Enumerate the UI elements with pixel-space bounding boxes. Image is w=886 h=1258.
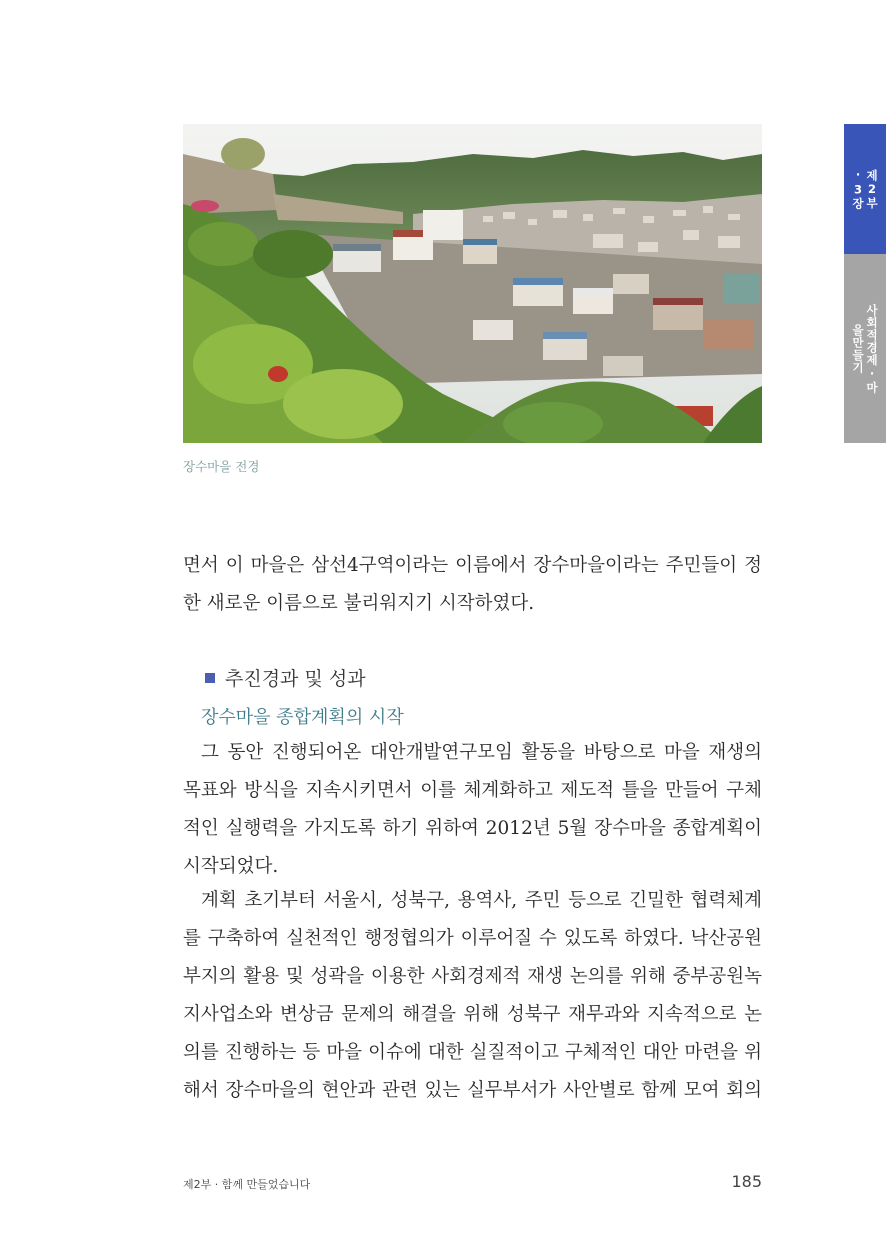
paragraph-2 bbox=[183, 882, 762, 1110]
side-tab-chapter-label: 사회적경제·마을만들기 bbox=[851, 303, 879, 394]
photo-caption: 장수마을 전경 bbox=[183, 459, 260, 474]
text-line: 그 동안 진행되어온 대안개발연구모임 활동을 바탕으로 마을 재생의 bbox=[201, 742, 762, 763]
text-line: 해서 장수마을의 현안과 관련 있는 실무부서가 사안별로 함께 모여 회의 bbox=[183, 1080, 762, 1101]
text-line: 시작되었다. bbox=[183, 856, 279, 877]
running-title: 제2부 · 함께 만들었습니다 bbox=[183, 1178, 311, 1191]
village-photo bbox=[183, 124, 762, 443]
section-subheading: 장수마을 종합계획의 시작 bbox=[201, 707, 404, 728]
village-photo-image bbox=[183, 124, 762, 443]
text-line: 를 구축하여 실천적인 행정협의가 이루어질 수 있도록 하였다. 낙산공원 bbox=[183, 928, 762, 949]
side-tab-part-label: 제2부·3장 bbox=[851, 167, 879, 211]
section-heading-label: 추진경과 및 성과 bbox=[225, 668, 366, 690]
section-heading bbox=[205, 664, 366, 691]
text-line: 한 새로운 이름으로 불리워지기 시작하였다. bbox=[183, 593, 535, 614]
text-line: 부지의 활용 및 성곽을 이용한 사회경제적 재생 논의를 위해 중부공원녹 bbox=[183, 966, 762, 987]
side-tab-chapter bbox=[844, 254, 886, 443]
text-line: 적인 실행력을 가지도록 하기 위하여 2012년 5월 장수마을 종합계획이 bbox=[183, 818, 762, 839]
side-tab-part bbox=[844, 124, 886, 254]
paragraph-1 bbox=[183, 734, 762, 886]
text-line: 지사업소와 변상금 문제의 해결을 위해 성북구 재무과와 지속적으로 논 bbox=[183, 1004, 762, 1025]
square-bullet-icon bbox=[205, 673, 215, 683]
text-line: 의를 진행하는 등 마을 이슈에 대한 실질적이고 구체적인 대안 마련을 위 bbox=[183, 1042, 762, 1063]
text-line: 계획 초기부터 서울시, 성북구, 용역사, 주민 등으로 긴밀한 협력체계 bbox=[201, 890, 762, 911]
text-line: 목표와 방식을 지속시키면서 이를 체계화하고 제도적 틀을 만들어 구체 bbox=[183, 780, 762, 801]
paragraph-intro bbox=[183, 547, 762, 623]
text-line: 면서 이 마을은 삼선4구역이라는 이름에서 장수마을이라는 주민들이 정 bbox=[183, 555, 762, 576]
page-number: 185 bbox=[731, 1172, 762, 1191]
